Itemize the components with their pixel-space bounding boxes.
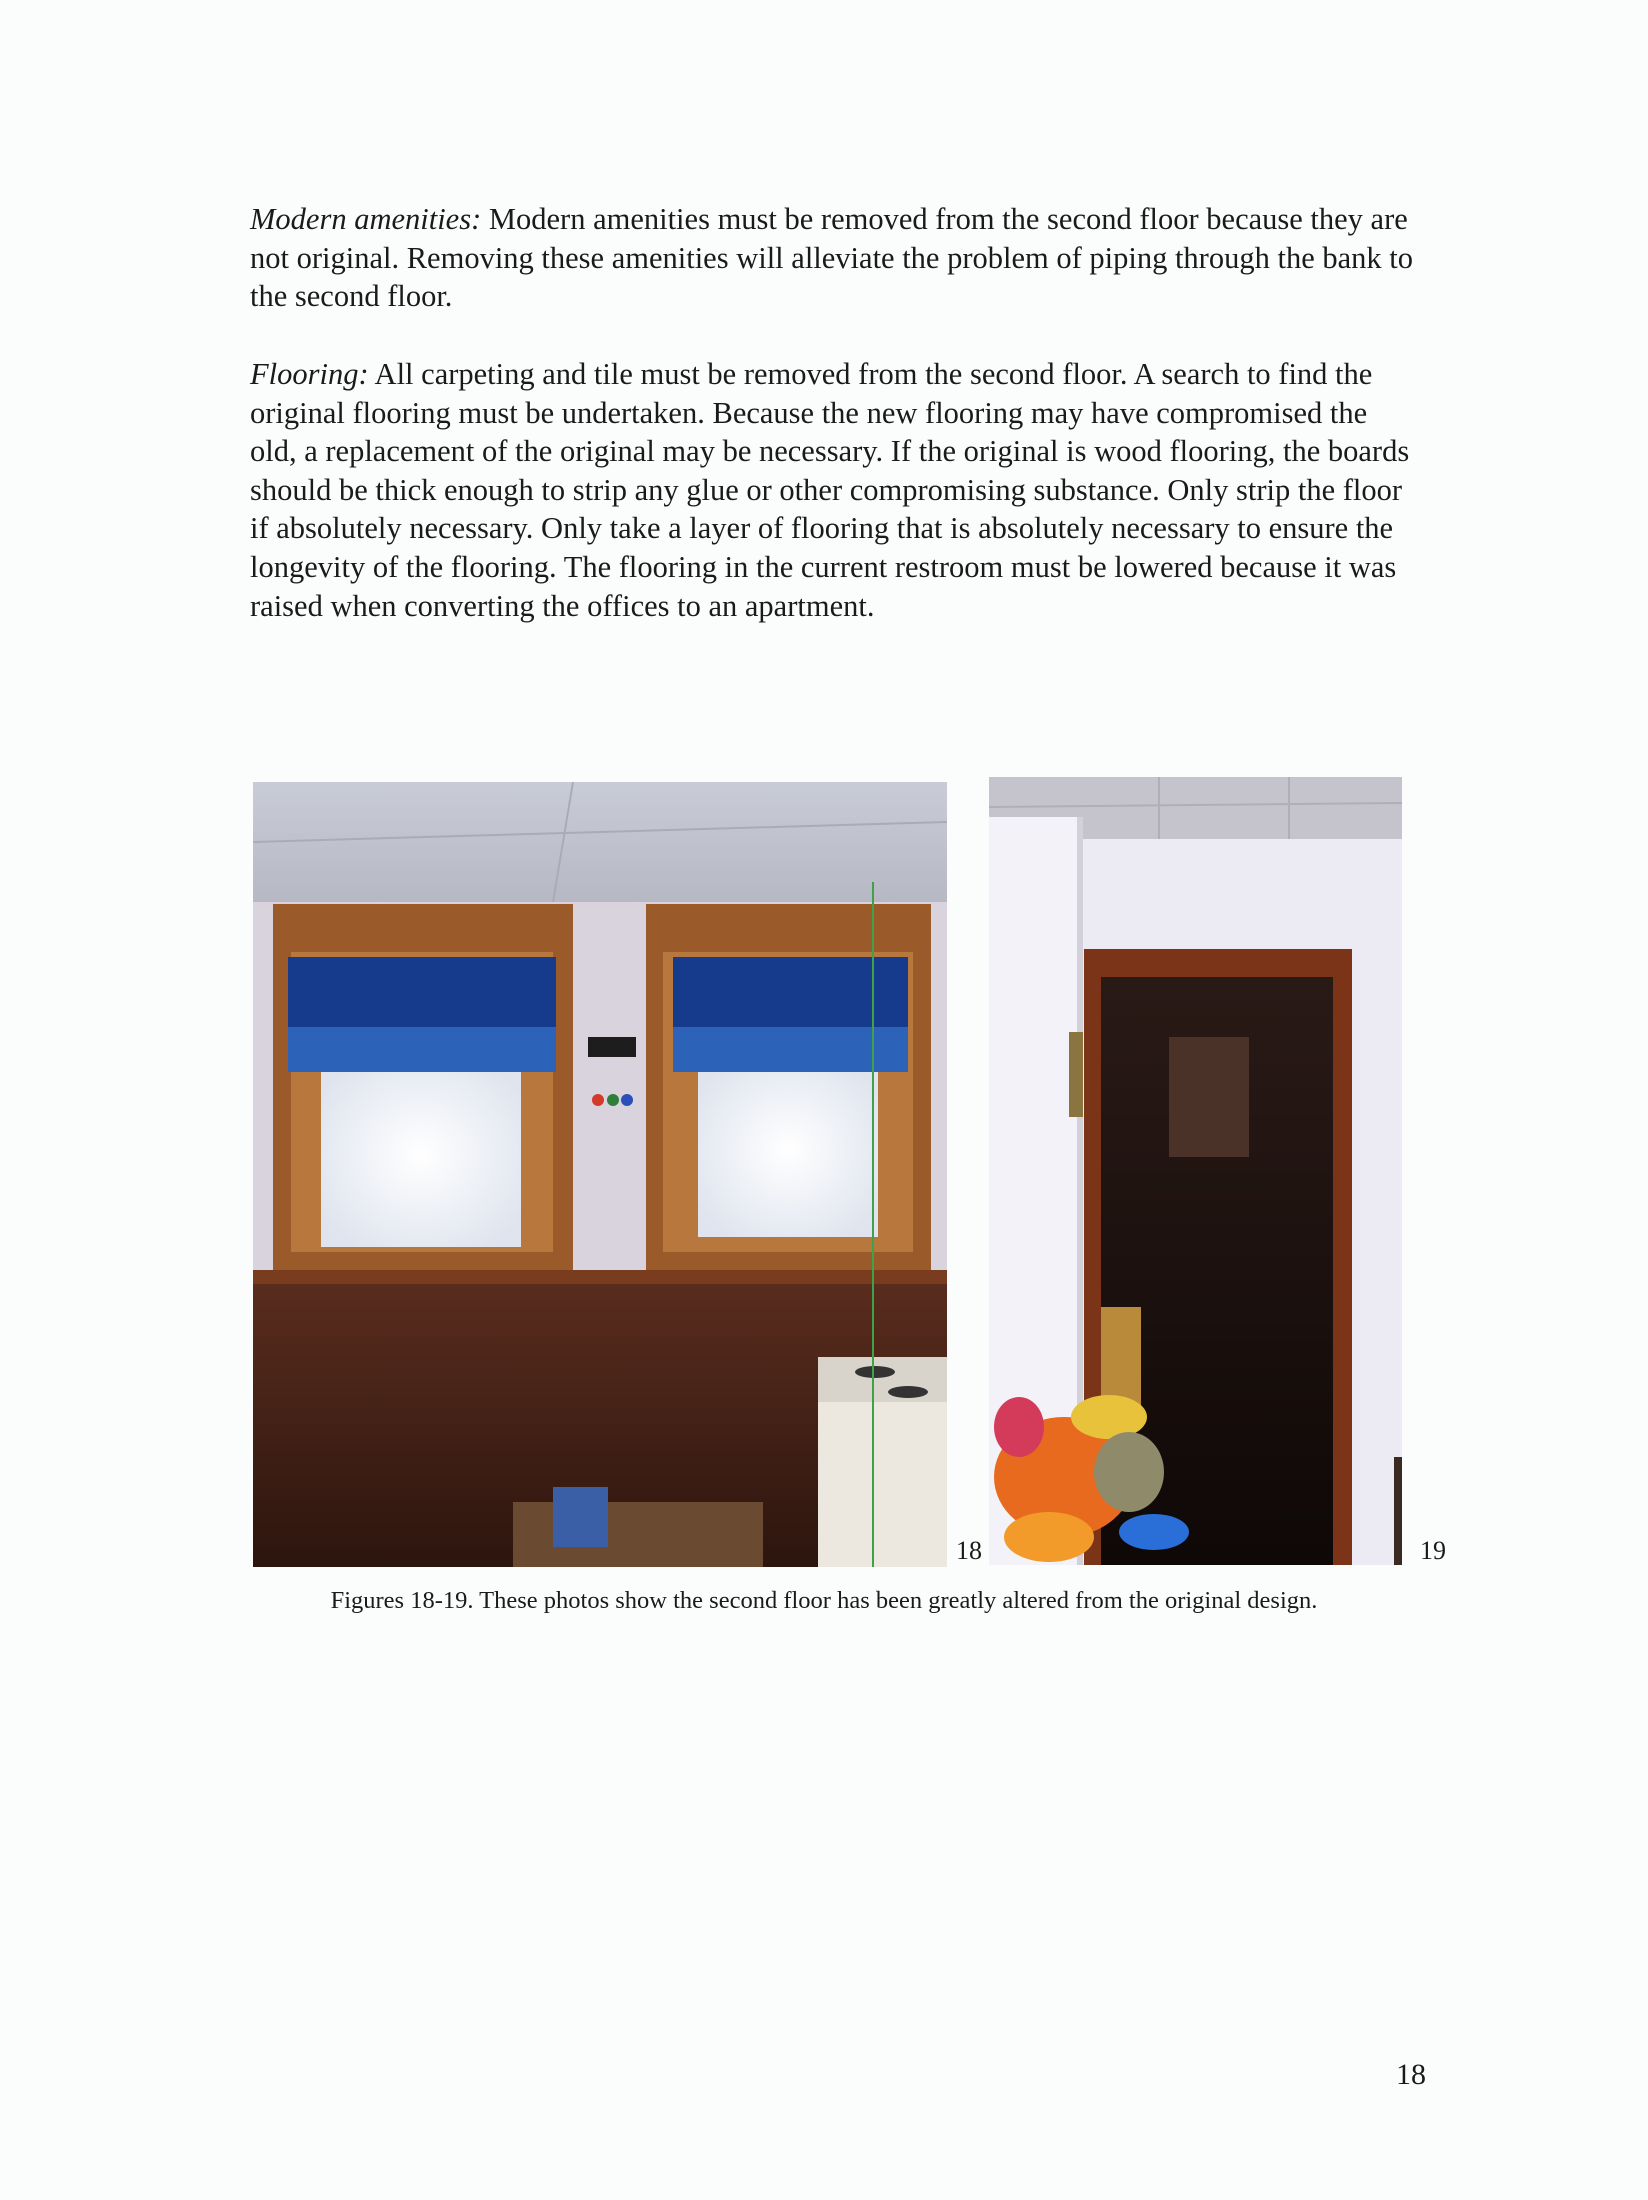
photo-figure-19-image — [989, 777, 1402, 1565]
photo-figure-19 — [989, 777, 1402, 1565]
figure-18-number: 18 — [956, 1536, 982, 1565]
body-modern-amenities: Modern amenities must be removed from the second floor because they are not original. Removing these amenities will alleviate the problem of piping through the bank to the second floor. — [250, 202, 1413, 314]
figure-caption: Figures 18-19. These photos show the second floor has been greatly altered from the original design. — [330, 1587, 1318, 1614]
heading-modern-amenities: Modern amenities: — [250, 202, 482, 236]
paragraph-flooring — [250, 355, 1420, 625]
photo-figure-18-image — [253, 782, 947, 1567]
figure-19-number: 19 — [1420, 1536, 1446, 1565]
paragraph-modern-amenities — [250, 200, 1420, 316]
heading-flooring: Flooring: — [250, 357, 369, 391]
body-flooring: All carpeting and tile must be removed from the second floor. A search to find the original flooring must be undertaken. Because the new flooring may have compromised the old, a replacement of the original may be necessary. If the original is wood flooring, the boards should be thick enough to strip any glue or other compromising substance. Only strip the floor if absolutely necessary. Only take a layer of flooring that is absolutely necessary to ensure the longevity of the flooring. The flooring in the current restroom must be lowered because it was raised when converting the offices to an apartment. — [250, 357, 1410, 623]
page-number: 18 — [1396, 2058, 1426, 2091]
photo-figure-18 — [253, 782, 947, 1567]
